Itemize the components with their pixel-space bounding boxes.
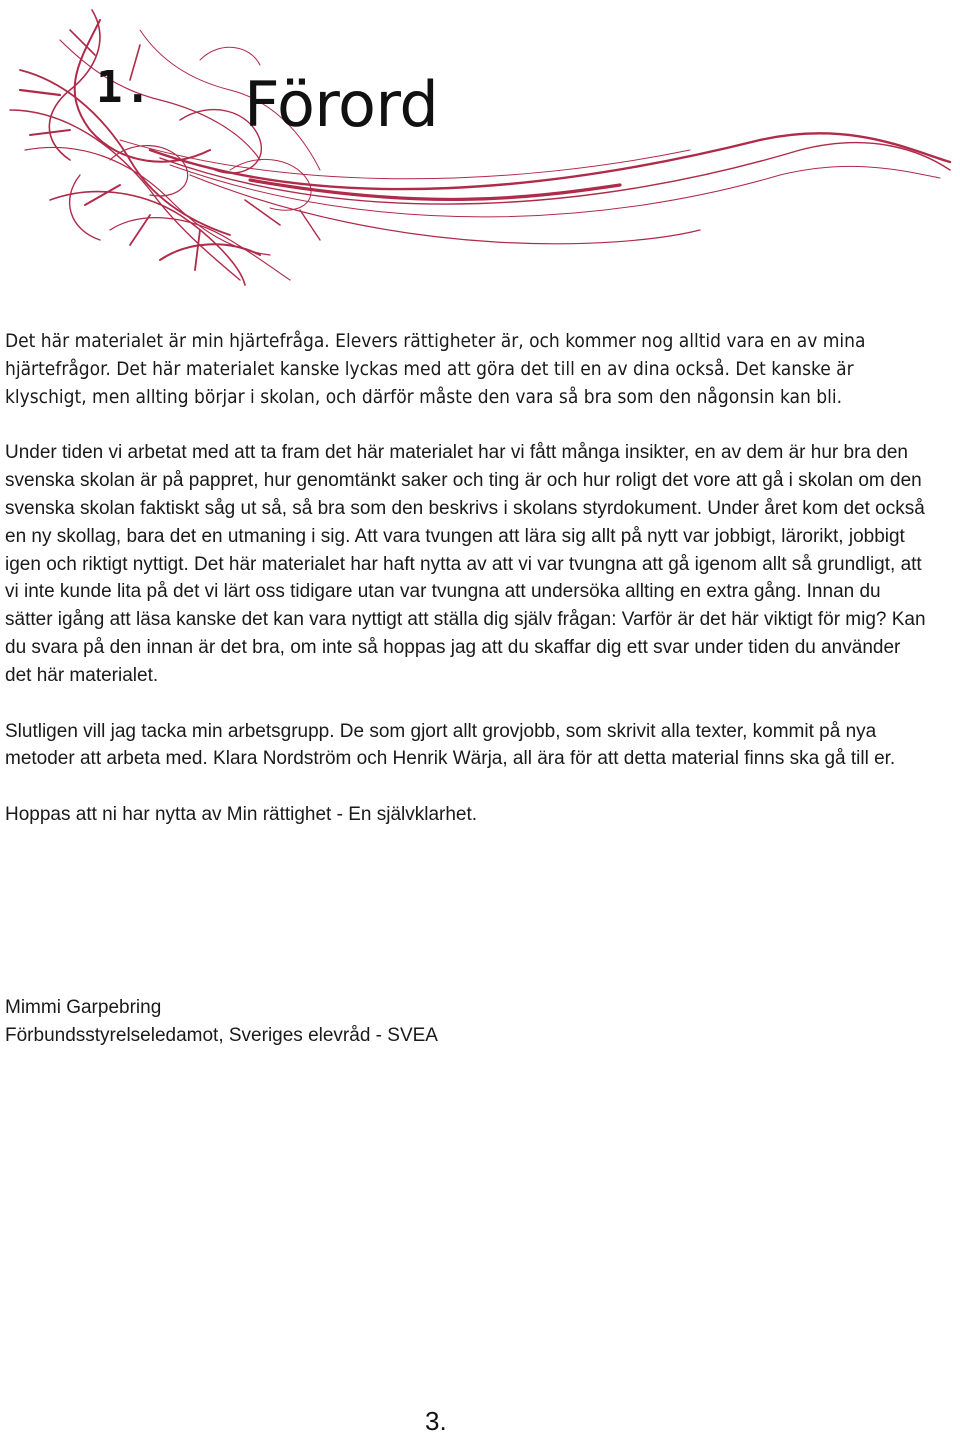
chapter-number: 1. bbox=[96, 62, 153, 113]
signature-block bbox=[5, 994, 438, 1050]
foreword-body bbox=[5, 328, 930, 857]
page-number: 3. bbox=[425, 1406, 447, 1436]
page-title: Förord bbox=[244, 68, 439, 141]
signature-role: Förbundsstyrelseledamot, Sveriges elevråd - SVEA bbox=[5, 1024, 438, 1046]
red-swirl-ornament-icon bbox=[0, 0, 960, 300]
paragraph-4: Hoppas att ni har nytta av Min rättighet - En självklarhet. bbox=[5, 804, 478, 826]
signature-name: Mimmi Garpebring bbox=[5, 997, 162, 1018]
paragraph-3: Slutligen vill jag tacka min arbetsgrupp. De som gjort allt grovjobb, som skrivit alla texter, kommit på nya metoder att arbeta med. Klara Nordström och Henrik Wärja, all ära för att detta material finns ska gå till er. bbox=[5, 720, 896, 770]
paragraph-2: Under tiden vi arbetat med att ta fram det här materialet har vi fått många insikter, en av dem är hur bra den svenska skolan är på pappret, hur genomtänkt saker och ting är och hur roligt det vore att gå i skolan om den svenska skolan faktiskt såg ut så, så bra som den beskrivs i skolans styrdokument. Under året kom det också en ny skollag, bara det en utmaning i sig. Att vara tvungen att lära sig allt på nytt var jobbigt, lärorikt, jobbigt igen och riktigt nyttigt. Det här materialet har haft nytta av att vi var tvungna att gå igenom allt så grundligt, att vi inte kunde lita på det vi lärt oss tidigare utan var tvungna att undersöka allting en extra gång. Innan du sätter igång att läsa kanske det kan vara nyttigt att ställa dig själv frågan: Varför är det här viktigt för mig? Kan du svara på den innan är det bra, om inte så hoppas jag att du skaffar dig ett svar under tiden du använder det här materialet. bbox=[5, 442, 926, 686]
chapter-header bbox=[0, 0, 960, 300]
paragraph-1: Det här materialet är min hjärtefråga. Elevers rättigheter är, och kommer nog alltid vara en av mina hjärtefrågor. Det här materialet kanske lyckas med att göra det till en av dina också. Det kanske är klyschigt, men allting börjar i skolan, och därför måste den vara så bra som den någonsin kan bli. bbox=[5, 330, 866, 408]
